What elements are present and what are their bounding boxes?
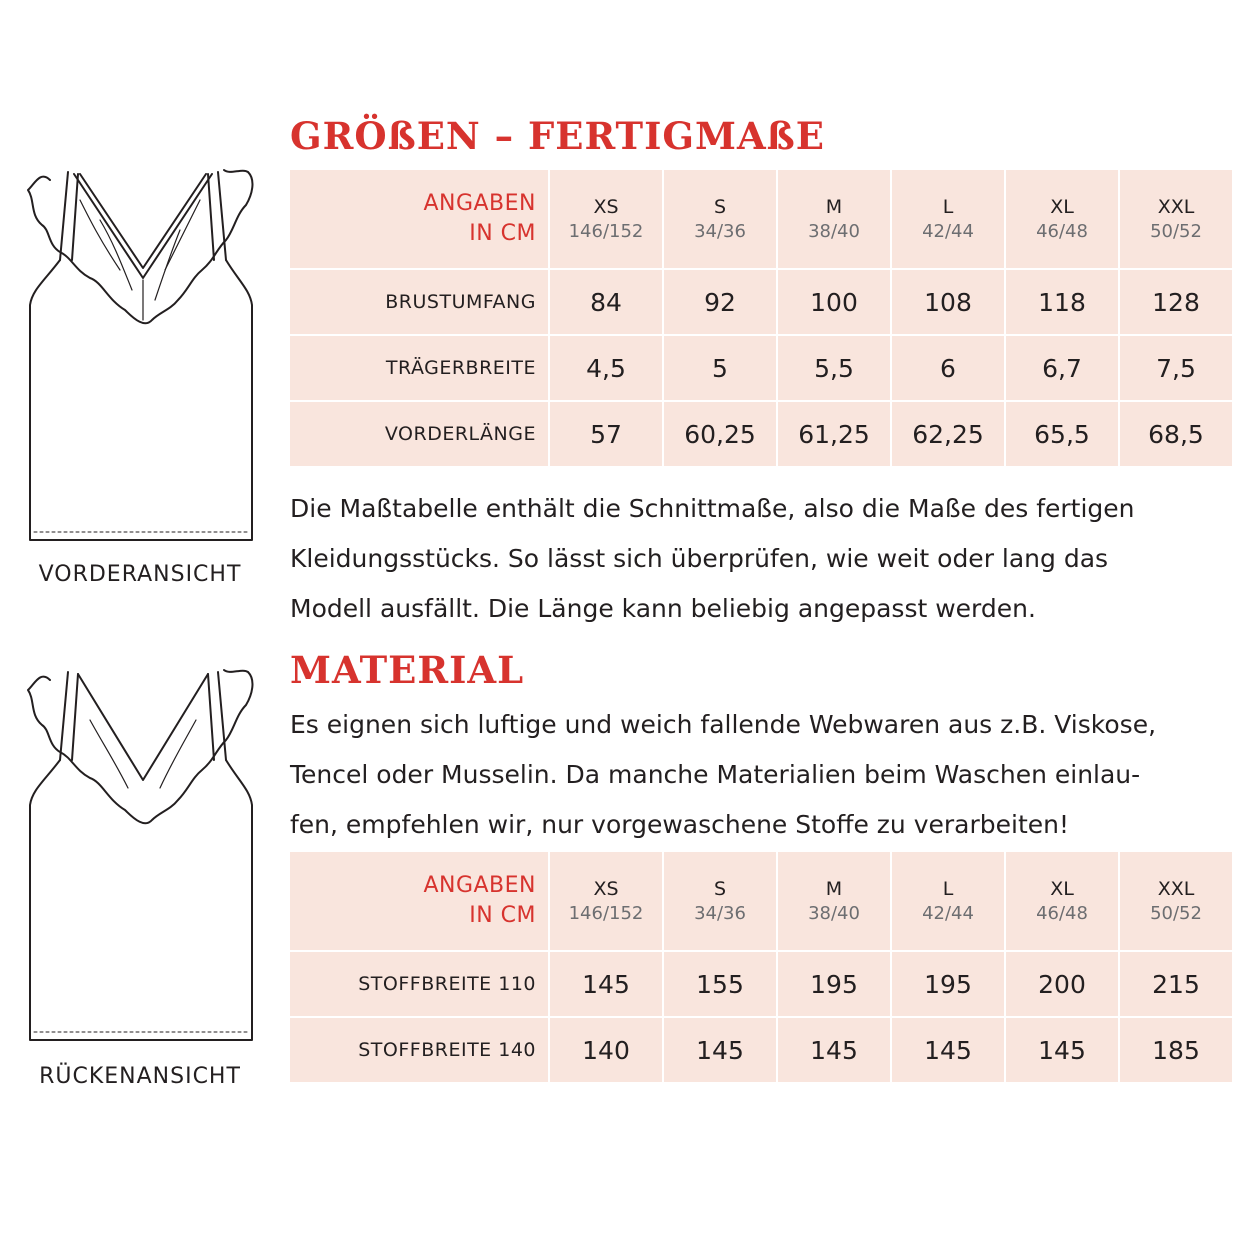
measurements-paragraph	[290, 484, 1135, 634]
size-header-cell	[1005, 169, 1119, 269]
size-label: M	[825, 196, 843, 218]
table-row	[289, 951, 1233, 1017]
eu-size-label: 50/52	[1150, 221, 1202, 242]
front-view-illustration	[20, 160, 270, 560]
paragraph-line: Kleidungsstücks. So lässt sich überprüfen, wie weit oder lang das	[290, 544, 1109, 573]
header-label-cell	[289, 169, 549, 269]
size-label: XXL	[1157, 878, 1195, 900]
size-header-cell	[891, 851, 1005, 951]
table-header-row	[289, 169, 1233, 269]
eu-size-label: 46/48	[1036, 221, 1088, 242]
size-header-cell	[1005, 851, 1119, 951]
eu-size-label: 34/36	[694, 903, 746, 924]
value-cell: 5,5	[777, 335, 891, 401]
eu-size-label: 42/44	[922, 221, 974, 242]
value-cell: 100	[777, 269, 891, 335]
value-cell: 145	[891, 1017, 1005, 1083]
eu-size-label: 146/152	[568, 903, 644, 924]
paragraph-line: Modell ausfällt. Die Länge kann beliebig angepasst werden.	[290, 594, 1036, 623]
eu-size-label: 42/44	[922, 903, 974, 924]
value-cell: 68,5	[1119, 401, 1233, 467]
eu-size-label: 50/52	[1150, 903, 1202, 924]
size-header-cell	[1119, 851, 1233, 951]
size-label: XS	[593, 878, 619, 900]
value-cell: 108	[891, 269, 1005, 335]
paragraph-line: Die Maßtabelle enthält die Schnittmaße, also die Maße des fertigen	[290, 494, 1135, 523]
size-label: S	[713, 196, 727, 218]
eu-size-label: 38/40	[808, 903, 860, 924]
table-row	[289, 335, 1233, 401]
value-cell: 200	[1005, 951, 1119, 1017]
row-label: STOFFBREITE 140	[289, 1017, 549, 1083]
value-cell: 7,5	[1119, 335, 1233, 401]
value-cell: 65,5	[1005, 401, 1119, 467]
value-cell: 118	[1005, 269, 1119, 335]
front-view-label: VORDERANSICHT	[38, 562, 242, 587]
eu-size-label: 34/36	[694, 221, 746, 242]
value-cell: 185	[1119, 1017, 1233, 1083]
row-label: BRUSTUMFANG	[289, 269, 549, 335]
table-header-row	[289, 851, 1233, 951]
size-label: XS	[593, 196, 619, 218]
value-cell: 145	[549, 951, 663, 1017]
sizes-heading: GRÖßEN – FERTIGMAßE	[290, 114, 825, 158]
material-paragraph	[290, 700, 1156, 850]
size-label: M	[825, 878, 843, 900]
finished-measurements-table	[288, 168, 1234, 468]
value-cell: 155	[663, 951, 777, 1017]
row-label: TRÄGERBREITE	[289, 335, 549, 401]
value-cell: 195	[891, 951, 1005, 1017]
value-cell: 128	[1119, 269, 1233, 335]
value-cell: 145	[1005, 1017, 1119, 1083]
value-cell: 5	[663, 335, 777, 401]
value-cell: 6,7	[1005, 335, 1119, 401]
table-row	[289, 401, 1233, 467]
header-label-line1: ANGABEN	[423, 191, 536, 216]
row-label: STOFFBREITE 110	[289, 951, 549, 1017]
size-header-cell	[777, 169, 891, 269]
eu-size-label: 46/48	[1036, 903, 1088, 924]
size-header-cell	[777, 851, 891, 951]
value-cell: 61,25	[777, 401, 891, 467]
header-label-line2: IN CM	[469, 903, 536, 928]
size-label: L	[942, 878, 954, 900]
eu-size-label: 38/40	[808, 221, 860, 242]
paragraph-line: fen, empfehlen wir, nur vorgewaschene Stoffe zu verarbeiten!	[290, 810, 1069, 839]
fabric-requirements-table	[288, 850, 1234, 1084]
size-header-cell	[891, 169, 1005, 269]
row-label: VORDERLÄNGE	[289, 401, 549, 467]
value-cell: 145	[777, 1017, 891, 1083]
header-label-cell	[289, 851, 549, 951]
back-view-label: RÜCKENANSICHT	[39, 1064, 241, 1089]
size-label: XXL	[1157, 196, 1195, 218]
size-label: XL	[1050, 196, 1074, 218]
size-header-cell	[549, 851, 663, 951]
value-cell: 140	[549, 1017, 663, 1083]
paragraph-line: Es eignen sich luftige und weich fallende Webwaren aus z.B. Viskose,	[290, 710, 1157, 739]
table-row	[289, 269, 1233, 335]
material-heading: MATERIAL	[290, 648, 525, 692]
size-label: L	[942, 196, 954, 218]
value-cell: 62,25	[891, 401, 1005, 467]
eu-size-label: 146/152	[568, 221, 644, 242]
value-cell: 60,25	[663, 401, 777, 467]
value-cell: 195	[777, 951, 891, 1017]
value-cell: 84	[549, 269, 663, 335]
value-cell: 92	[663, 269, 777, 335]
value-cell: 215	[1119, 951, 1233, 1017]
back-view-illustration	[20, 660, 270, 1060]
size-label: XL	[1050, 878, 1074, 900]
size-header-cell	[549, 169, 663, 269]
value-cell: 6	[891, 335, 1005, 401]
paragraph-line: Tencel oder Musselin. Da manche Materialien beim Waschen einlau-	[290, 760, 1141, 789]
value-cell: 4,5	[549, 335, 663, 401]
header-label-line2: IN CM	[469, 221, 536, 246]
value-cell: 145	[663, 1017, 777, 1083]
size-header-cell	[663, 851, 777, 951]
table-row	[289, 1017, 1233, 1083]
size-header-cell	[663, 169, 777, 269]
size-label: S	[713, 878, 727, 900]
value-cell: 57	[549, 401, 663, 467]
size-header-cell	[1119, 169, 1233, 269]
header-label-line1: ANGABEN	[423, 873, 536, 898]
